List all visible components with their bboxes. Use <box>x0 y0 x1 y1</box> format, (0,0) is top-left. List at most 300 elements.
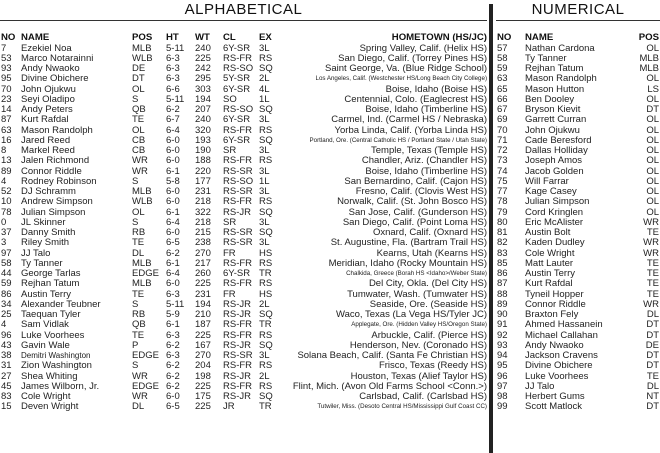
player-number: 83 <box>497 247 508 259</box>
player-height: 6-2 <box>166 339 180 351</box>
player-hometown: Seaside, Ore. (Seaside HS) <box>369 298 487 310</box>
player-hometown: Waco, Texas (La Vega HS/Tyler JC) <box>335 309 487 321</box>
player-number: 86 <box>497 268 508 280</box>
player-weight: 303 <box>195 83 211 95</box>
player-number: 71 <box>497 134 508 146</box>
player-height: 5-8 <box>166 175 180 187</box>
player-name: Andrew Simpson <box>21 196 93 208</box>
player-class: RS-FR <box>223 196 253 208</box>
table-row <box>497 300 659 310</box>
player-experience: SQ <box>259 104 273 116</box>
player-position: WR <box>132 165 148 177</box>
alpha-header-pos: POS <box>132 32 153 43</box>
player-height: 6-0 <box>166 186 180 198</box>
player-name: John Ojukwu <box>525 124 580 136</box>
player-position: DT <box>646 350 659 362</box>
player-name: Ty Tanner <box>21 257 63 269</box>
player-name: Sam Vidlak <box>21 319 69 331</box>
player-position: OL <box>646 73 659 85</box>
player-height: 6-3 <box>166 329 180 341</box>
player-weight: 217 <box>195 257 211 269</box>
player-experience: SQ <box>259 391 273 403</box>
player-position: MLB <box>639 63 659 75</box>
player-position: MLB <box>132 42 152 54</box>
player-position: MLB <box>132 186 152 198</box>
player-class: SR <box>223 216 237 228</box>
player-hometown: Oxnard, Calif. (Oxnard HS) <box>372 227 487 239</box>
player-hometown: San Jose, Calif. (Gunderson HS) <box>348 206 487 218</box>
table-row <box>497 259 659 269</box>
player-experience: RS <box>259 52 273 64</box>
player-name: DJ Schramm <box>21 186 76 198</box>
player-name: Herbert Gums <box>525 391 585 403</box>
player-hometown: Chalkida, Greece (Borah HS <Idaho>/Weber State) <box>346 270 487 278</box>
player-number: 91 <box>497 319 508 331</box>
player-number: 52 <box>1 186 12 198</box>
player-weight: 210 <box>195 309 211 321</box>
player-height: 6-0 <box>166 155 180 167</box>
player-experience: SQ <box>259 206 273 218</box>
player-name: Bryson Kievit <box>525 104 581 116</box>
player-number: 10 <box>1 196 12 208</box>
player-experience: RS <box>259 278 273 290</box>
player-position: QB <box>132 104 146 116</box>
player-number: 7 <box>1 42 7 54</box>
player-number: 3 <box>1 237 7 249</box>
player-experience: 3L <box>259 350 270 362</box>
player-position: OL <box>646 42 659 54</box>
player-number: 59 <box>1 278 12 290</box>
player-position: DL <box>132 401 145 413</box>
player-weight: 188 <box>195 155 211 167</box>
player-position: OL <box>646 155 659 167</box>
player-height: 5-11 <box>166 93 185 105</box>
player-class: RS-SR <box>223 350 253 362</box>
player-number: 14 <box>1 104 12 116</box>
player-number: 45 <box>1 380 12 392</box>
player-number: 77 <box>497 186 508 198</box>
player-weight: 218 <box>195 196 211 208</box>
player-number: 63 <box>1 124 12 136</box>
player-experience: RS <box>259 329 273 341</box>
player-hometown: Henderson, Nev. (Coronado HS) <box>349 339 487 351</box>
player-experience: HS <box>259 288 273 300</box>
player-experience: HS <box>259 247 273 259</box>
player-name: Matt Lauter <box>525 257 574 269</box>
player-weight: 225 <box>195 52 211 64</box>
player-position: CB <box>132 134 146 146</box>
player-experience: 3L <box>259 237 270 249</box>
player-number: 89 <box>497 298 508 310</box>
player-name: Rodney Robinson <box>21 175 97 187</box>
player-height: 6-4 <box>166 124 180 136</box>
player-hometown: Applegate, Ore. (Hidden Valley HS/Oregon State) <box>351 321 487 329</box>
player-number: 53 <box>1 52 12 64</box>
player-name: Luke Voorhees <box>21 329 85 341</box>
numerical-title-rule <box>496 20 660 21</box>
player-class: JR <box>223 401 235 413</box>
player-weight: 177 <box>195 175 211 187</box>
player-name: Jackson Cravens <box>525 350 598 362</box>
num-header-pos: POS <box>638 32 659 43</box>
player-name: JL Skinner <box>21 216 66 228</box>
player-number: 8 <box>1 145 7 157</box>
player-position: DL <box>132 247 145 259</box>
player-height: 6-5 <box>166 237 180 249</box>
player-name: Michael Callahan <box>525 329 598 341</box>
player-weight: 220 <box>195 165 211 177</box>
table-row <box>497 249 659 259</box>
player-experience: RS <box>259 196 273 208</box>
player-number: 92 <box>497 329 508 341</box>
player-name: JJ Talo <box>525 380 555 392</box>
player-class: RS-FR <box>223 329 253 341</box>
player-class: RS-JR <box>223 309 251 321</box>
player-height: 6-4 <box>166 216 180 228</box>
player-name: Shea Whiting <box>21 370 78 382</box>
player-experience: 2L <box>259 298 270 310</box>
player-number: 65 <box>497 83 508 95</box>
player-name: Danny Smith <box>21 227 76 239</box>
player-experience: 3L <box>259 186 270 198</box>
num-header-name: NAME <box>525 32 554 43</box>
player-number: 38 <box>1 350 12 362</box>
player-position: TE <box>646 278 659 290</box>
player-position: TE <box>132 237 145 249</box>
player-height: 6-0 <box>166 227 180 239</box>
player-experience: RS <box>259 380 273 392</box>
player-height: 6-5 <box>166 401 180 413</box>
player-hometown: Kearns, Utah (Kearns HS) <box>376 247 487 259</box>
player-name: Andy Nwaoko <box>525 339 584 351</box>
numerical-title: NUMERICAL <box>531 1 625 18</box>
player-hometown: Centennial, Colo. (Eaglecrest HS) <box>344 93 487 105</box>
alphabetical-title-rule <box>0 20 487 21</box>
player-position: WR <box>643 216 659 228</box>
player-number: 57 <box>497 42 508 54</box>
alpha-header-name: NAME <box>21 32 50 43</box>
player-height: 6-6 <box>166 83 180 95</box>
player-name: Zion Washington <box>21 360 92 372</box>
player-name: Luke Voorhees <box>525 370 589 382</box>
player-name: Rejhan Tatum <box>525 63 584 75</box>
player-class: RS-SO <box>223 104 254 116</box>
alpha-header-ex: EX <box>259 32 272 43</box>
alpha-header-no: NO <box>1 32 16 43</box>
player-name: Joseph Amos <box>525 155 583 167</box>
player-number: 79 <box>497 206 508 218</box>
player-number: 72 <box>497 145 508 157</box>
player-experience: 3L <box>259 145 270 157</box>
player-number: 63 <box>497 73 508 85</box>
player-number: 78 <box>1 206 12 218</box>
player-number: 25 <box>1 309 12 321</box>
player-weight: 270 <box>195 247 211 259</box>
player-number: 37 <box>1 227 12 239</box>
player-name: Ty Tanner <box>525 52 567 64</box>
player-number: 96 <box>1 329 12 341</box>
player-experience: 3L <box>259 114 270 126</box>
alpha-header-wt: WT <box>195 32 210 43</box>
player-class: RS-FR <box>223 319 253 331</box>
player-weight: 218 <box>195 216 211 228</box>
player-weight: 231 <box>195 186 211 198</box>
player-position: TE <box>132 288 145 300</box>
player-hometown: San Bernardino, Calif. (Cajon HS) <box>344 175 487 187</box>
player-weight: 225 <box>195 380 211 392</box>
table-row <box>497 44 659 54</box>
player-hometown: Boise, Idaho (Timberline HS) <box>365 104 487 116</box>
player-weight: 194 <box>195 298 211 310</box>
player-number: 58 <box>1 257 12 269</box>
player-number: 89 <box>1 165 12 177</box>
player-weight: 167 <box>195 339 211 351</box>
player-name: Ahmed Hassanein <box>525 319 603 331</box>
player-class: FR <box>223 288 236 300</box>
player-number: 95 <box>1 73 12 85</box>
player-position: MLB <box>132 257 152 269</box>
player-position: EDGE <box>132 380 159 392</box>
player-weight: 238 <box>195 237 211 249</box>
player-name: Austin Terry <box>525 268 575 280</box>
player-position: OL <box>646 114 659 126</box>
player-hometown: San Diego, Calif. (Torrey Pines HS) <box>338 52 487 64</box>
player-weight: 295 <box>195 73 211 85</box>
player-class: SR <box>223 145 237 157</box>
player-hometown: Los Angeles, Calif. (Westchester HS/Long Beach City College) <box>315 75 487 83</box>
player-name: Connor Riddle <box>21 165 82 177</box>
player-weight: 198 <box>195 370 211 382</box>
player-position: S <box>132 175 139 187</box>
player-position: OL <box>646 93 659 105</box>
player-position: WLB <box>132 52 153 64</box>
player-name: Rejhan Tatum <box>21 278 80 290</box>
player-name: Mason Randolph <box>525 73 597 85</box>
player-number: 31 <box>1 360 12 372</box>
player-name: Austin Terry <box>21 288 71 300</box>
player-weight: 322 <box>195 206 211 218</box>
player-name: Taequan Tyler <box>21 309 81 321</box>
player-weight: 215 <box>195 227 211 239</box>
player-height: 6-1 <box>166 257 180 269</box>
alphabetical-roster <box>0 44 487 413</box>
player-name: Cord Kringlen <box>525 206 584 218</box>
player-experience: SQ <box>259 309 273 321</box>
player-position: MLB <box>132 278 152 290</box>
player-position: CB <box>132 145 146 157</box>
player-height: 6-3 <box>166 63 180 75</box>
player-name: Divine Obichere <box>525 360 593 372</box>
player-position: P <box>132 339 139 351</box>
player-name: Deven Wright <box>21 401 79 413</box>
player-name: Mason Randolph <box>21 124 93 136</box>
player-name: Nathan Cardona <box>525 42 595 54</box>
player-number: 93 <box>1 63 12 75</box>
player-position: DL <box>646 380 659 392</box>
player-name: Markel Reed <box>21 145 75 157</box>
player-position: TE <box>646 257 659 269</box>
player-name: Connor Riddle <box>525 298 586 310</box>
player-name: Seyi Oladipo <box>21 93 75 105</box>
player-name: Kaden Dudley <box>525 237 585 249</box>
player-weight: 190 <box>195 145 211 157</box>
player-position: WR <box>643 298 659 310</box>
player-height: 6-1 <box>166 206 180 218</box>
player-position: OL <box>132 124 145 136</box>
player-height: 6-3 <box>166 73 180 85</box>
player-position: DE <box>132 63 146 75</box>
player-number: 97 <box>497 380 508 392</box>
player-name: Gavin Wale <box>21 339 70 351</box>
player-name: Divine Obichere <box>21 73 89 85</box>
player-position: NT <box>646 391 659 403</box>
player-weight: 320 <box>195 124 211 136</box>
player-position: S <box>132 298 139 310</box>
player-weight: 187 <box>195 319 211 331</box>
player-position: DL <box>646 309 659 321</box>
player-number: 88 <box>497 288 508 300</box>
player-weight: 207 <box>195 104 211 116</box>
table-row <box>497 218 659 228</box>
player-position: OL <box>646 206 659 218</box>
player-position: OL <box>646 196 659 208</box>
player-height: 6-1 <box>166 165 180 177</box>
player-height: 6-2 <box>166 360 180 372</box>
player-hometown: Tutwiler, Miss. (Desoto Central HS/Mississippi Gulf Coast CC) <box>317 403 487 411</box>
player-hometown: Solana Beach, Calif. (Santa Fe Christian HS) <box>297 350 487 362</box>
player-name: Ben Dooley <box>525 93 575 105</box>
player-number: 74 <box>497 165 508 177</box>
player-name: Demitri Washington <box>21 351 91 361</box>
player-experience: 3L <box>259 216 270 228</box>
player-number: 15 <box>1 401 12 413</box>
player-weight: 225 <box>195 329 211 341</box>
player-position: LS <box>647 83 659 95</box>
player-height: 6-0 <box>166 278 180 290</box>
player-number: 83 <box>1 391 12 403</box>
table-row <box>497 177 659 187</box>
player-hometown: Boise, Idaho (Timberline HS) <box>365 165 487 177</box>
player-number: 86 <box>1 288 12 300</box>
player-name: Marco Notarainni <box>21 52 94 64</box>
table-row <box>0 402 487 412</box>
player-class: RS-JR <box>223 339 251 351</box>
player-number: 4 <box>1 319 7 331</box>
player-experience: RS <box>259 124 273 136</box>
player-number: 75 <box>497 175 508 187</box>
player-number: 66 <box>497 93 508 105</box>
player-height: 6-3 <box>166 350 180 362</box>
player-number: 90 <box>497 309 508 321</box>
player-number: 58 <box>497 52 508 64</box>
player-number: 59 <box>497 63 508 75</box>
player-position: WLB <box>132 196 153 208</box>
player-experience: SQ <box>259 63 273 75</box>
player-hometown: San Diego, Calif. (Point Loma HS) <box>342 216 487 228</box>
player-class: FR <box>223 247 236 259</box>
player-class: 6Y-SR <box>223 83 251 95</box>
player-hometown: Houston, Texas (Alief Taylor HS) <box>350 370 487 382</box>
player-experience: TR <box>259 268 272 280</box>
player-position: RB <box>132 309 146 321</box>
player-weight: 231 <box>195 288 211 300</box>
player-name: Kurt Rafdal <box>525 278 573 290</box>
player-height: 6-1 <box>166 319 180 331</box>
player-weight: 175 <box>195 391 211 403</box>
player-class: 6Y-SR <box>223 268 251 280</box>
player-number: 85 <box>497 257 508 269</box>
player-name: Cole Wright <box>21 391 71 403</box>
player-position: TE <box>132 114 145 126</box>
player-hometown: Yorba Linda, Calif. (Yorba Linda HS) <box>334 124 487 136</box>
player-name: Andy Nwaoko <box>21 63 80 75</box>
player-height: 6-3 <box>166 52 180 64</box>
player-position: DT <box>646 104 659 116</box>
player-experience: 3L <box>259 42 270 54</box>
player-position: OL <box>646 145 659 157</box>
player-class: RS-FR <box>223 278 253 290</box>
table-row <box>497 85 659 95</box>
player-hometown: Tumwater, Wash. (Tumwater HS) <box>347 288 487 300</box>
player-number: 67 <box>497 104 508 116</box>
player-name: Jared Reed <box>21 134 71 146</box>
player-position: WR <box>132 391 148 403</box>
player-name: Alexander Teubner <box>21 298 101 310</box>
player-experience: TR <box>259 401 272 413</box>
player-number: 95 <box>497 360 508 372</box>
player-name: Garrett Curran <box>525 114 587 126</box>
player-weight: 240 <box>195 114 211 126</box>
player-hometown: Meridian, Idaho (Rocky Mountain HS) <box>328 257 487 269</box>
player-class: RS-JR <box>223 370 251 382</box>
player-class: RS-FR <box>223 52 253 64</box>
player-number: 23 <box>1 93 12 105</box>
player-hometown: Flint, Mich. (Avon Old Farms School <Conn.>) <box>292 380 487 392</box>
player-class: RS-FR <box>223 124 253 136</box>
player-experience: RS <box>259 360 273 372</box>
player-hometown: Temple, Texas (Temple HS) <box>371 145 487 157</box>
player-position: WR <box>132 370 148 382</box>
player-class: 6Y-SR <box>223 42 251 54</box>
alphabetical-title: ALPHABETICAL <box>184 1 303 18</box>
player-hometown: Saint George, Va. (Blue Ridge School) <box>325 63 487 75</box>
player-name: Kurt Rafdal <box>21 114 69 126</box>
player-name: Dallas Holliday <box>525 145 588 157</box>
player-number: 82 <box>497 237 508 249</box>
player-class: 6Y-SR <box>223 134 251 146</box>
player-name: Will Farrar <box>525 175 569 187</box>
player-height: 6-2 <box>166 104 180 116</box>
player-weight: 193 <box>195 134 211 146</box>
player-number: 13 <box>1 155 12 167</box>
player-position: TE <box>646 288 659 300</box>
player-position: S <box>132 93 139 105</box>
player-number: 70 <box>497 124 508 136</box>
player-position: TE <box>646 227 659 239</box>
player-name: Jalen Richmond <box>21 155 90 167</box>
player-class: RS-FR <box>223 380 253 392</box>
player-weight: 270 <box>195 350 211 362</box>
player-height: 6-0 <box>166 134 180 146</box>
player-position: RB <box>132 227 146 239</box>
player-number: 16 <box>1 134 12 146</box>
player-hometown: Frisco, Texas (Reedy HS) <box>378 360 487 372</box>
player-number: 43 <box>1 339 12 351</box>
player-position: QB <box>132 319 146 331</box>
player-weight: 260 <box>195 268 211 280</box>
player-number: 97 <box>1 247 12 259</box>
player-position: TE <box>132 329 145 341</box>
